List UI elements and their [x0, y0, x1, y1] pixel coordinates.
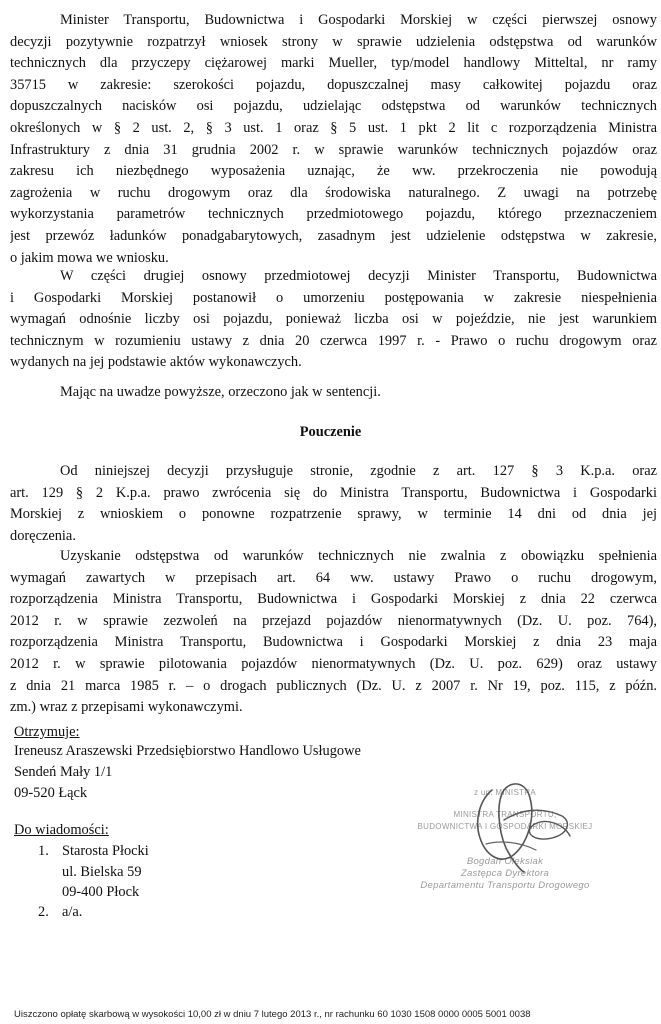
cc-item: [38, 902, 82, 923]
stamp-line: Departamentu Transportu Drogowego: [420, 880, 590, 891]
stamp-line: Zastępca Dyrektora: [460, 868, 550, 879]
text-line: Morskiej z wnioskiem o ponowne rozpatrzenie sprawy, w terminie 14 dni od dnia jej: [10, 506, 657, 523]
cc-label: Do wiadomości:: [14, 822, 109, 838]
text-line: o jakim mowa we wniosku.: [10, 249, 169, 266]
text-line: Uzyskanie odstępstwa od warunków technicznych nie zwalnia z obowiązku spełnienia: [60, 548, 657, 564]
stamp-line: Bogdan Oleksiak: [466, 856, 544, 867]
paragraph-obligations: [10, 546, 657, 719]
text-line: z dnia 21 marca 1985 r. – o drogach publicznych (Dz. U. z 2007 r. Nr 19, poz. 115, z późn.: [10, 677, 657, 694]
text-line: art. 129 § 2 K.p.a. prawo zwrócenia się do Ministra Transportu, Budownictwa i Gospodarki: [10, 484, 657, 501]
stamp-line: BUDOWNICTWA I GOSPODARKI MORSKIEJ: [417, 822, 593, 831]
text-line: wymagań zawartych w przepisach art. 64 ww. ustawy Prawo o ruchu drogowym,: [10, 569, 657, 586]
text-line: zm.) wraz z przepisami wykonawczymi.: [10, 699, 243, 716]
text-line: wykorzystania parametrów technicznych przedmiotowego pojazdu, którego przeznaczeniem: [10, 206, 657, 223]
recipient-line: Sendeń Mały 1/1: [14, 764, 113, 780]
text-line: 2012 r. w sprawie zezwoleń na przejazd pojazdów nienormatywnych (Dz. U. poz. 764),: [10, 612, 657, 629]
cc-item-line: Starosta Płocki: [62, 843, 149, 859]
section-heading-pouczenie: Pouczenie: [299, 424, 362, 440]
text-line: zakresu ich niezbędnego wyposażenia uznając, że ww. przekroczenia nie powodują: [10, 163, 657, 180]
recipient-line: Ireneusz Araszewski Przedsiębiorstwo Handlowo Usługowe: [14, 743, 361, 759]
recipient-line: 09-520 Łąck: [14, 785, 88, 801]
paragraph-decision-part-one: [10, 10, 657, 269]
recipient-label: Otrzymuje:: [14, 724, 80, 740]
text-line: i Gospodarki Morskiej postanowił o umorzeniu postępowania w zakresie niespełnienia: [10, 289, 657, 306]
text-line: Od niniejszej decyzji przysługuje stronie, zgodnie z art. 127 § 3 K.p.a. oraz: [60, 463, 657, 479]
text-line: decyzji pozytywnie rozpatrzył wniosek strony w sprawie udzielenia odstępstwa od warunków: [10, 33, 657, 50]
paragraph-conclusion: [10, 382, 657, 404]
cc-item-line: a/a.: [62, 904, 83, 920]
stamp-line: z up. MINISTRA: [474, 788, 536, 797]
cc-item-number: 2.: [38, 904, 49, 920]
text-line: Infrastruktury z dnia 31 grudnia 2002 r. w sprawie warunków technicznych pojazdów oraz: [10, 141, 657, 158]
text-line: wymagań odnośnie liczby osi pojazdu, ponieważ liczba osi w pojeździe, nie jest warunkiem: [10, 311, 657, 328]
text-line: rozporządzenia Ministra Transportu, Budownictwa i Gospodarki Morskiej z dnia 23 maja: [10, 634, 657, 651]
conclusion-line: Mając na uwadze powyższe, orzeczono jak w sentencji.: [60, 384, 381, 400]
handwritten-signature: [440, 760, 580, 880]
text-line: rozporządzenia Ministra Transportu, Budownictwa i Gospodarki Morskiej z dnia 22 czerwca: [10, 591, 657, 608]
text-line: 35715 w zakresie: szerokości pojazdu, dopuszczalnej masy całkowitej pojazdu oraz: [10, 76, 657, 93]
cc-item-number: 1.: [38, 843, 49, 859]
text-line: jest przewóz ładunków ponadgabarytowych, zasadnym jest udzielenie odstępstwa w zakresie,: [10, 227, 657, 244]
text-line: doręczenia.: [10, 527, 76, 544]
cc-item-line: ul. Bielska 59: [62, 864, 142, 880]
text-line: technicznych dla przyczepy ciężarowej marki Mueller, typ/model handlowy Mitteltal, nr ramy: [10, 55, 657, 72]
text-line: zagrożenia w ruchu drogowym oraz dla środowiska naturalnego. Z uwagi na potrzebę: [10, 184, 657, 201]
paragraph-decision-part-two: [10, 266, 657, 374]
text-line: 2012 r. w sprawie pilotowania pojazdów nienormatywnych (Dz. U. poz. 629) oraz ustawy: [10, 655, 657, 672]
text-line: określonych w § 2 ust. 2, § 3 ust. 1 oraz § 5 ust. 1 pkt 2 lit c rozporządzenia Ministra: [10, 119, 657, 136]
stamp-line: MINISTRA TRANSPORTU,: [453, 810, 557, 819]
text-line: technicznym w rozumieniu ustawy z dnia 20 czerwca 1997 r. - Prawo o ruchu drogowym oraz: [10, 332, 657, 349]
text-line: W części drugiej osnowy przedmiotowej decyzji Minister Transportu, Budownictwa: [60, 268, 657, 284]
paragraph-appeal-instructions: [10, 461, 657, 547]
cc-item-line: 09-400 Płock: [62, 884, 140, 900]
text-line: wydanych na jej podstawie aktów wykonawczych.: [10, 354, 302, 371]
cc-item: [38, 841, 149, 862]
text-line: dopuszczalnych nacisków osi pojazdu, udzielając odstępstwa od warunków technicznych: [10, 98, 657, 115]
footer-stamp-duty-note: Uiszczono opłatę skarbową w wysokości 10,00 zł w dniu 7 lutego 2013 r., nr rachunku 60 1030 1508 0000 0005 5001 0038: [14, 1009, 531, 1020]
text-line: Minister Transportu, Budownictwa i Gospodarki Morskiej w części pierwszej osnowy: [60, 12, 657, 28]
